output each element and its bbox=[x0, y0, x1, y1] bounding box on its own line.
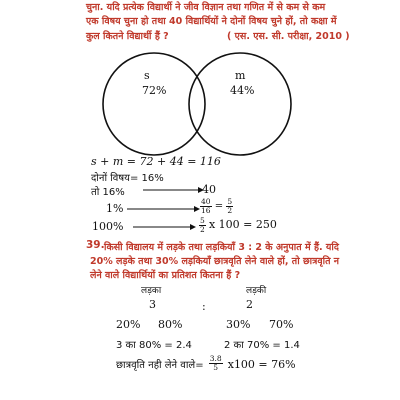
final-result: x100 = 76% bbox=[227, 358, 296, 371]
girls-pct-scholarship: 30% bbox=[226, 318, 251, 331]
row2-frac1-num: 40 bbox=[201, 197, 211, 206]
venn-left-value: 72% bbox=[142, 84, 167, 97]
final-frac-num: 3.8 bbox=[209, 354, 222, 363]
q38-line-1: चुना. यदि प्रत्येक विद्यार्थी ने जीव विज्ञान तथा गणित में से कम से कम bbox=[86, 2, 326, 13]
final-prefix: छात्रवृति नही लेने वाले= bbox=[116, 360, 204, 371]
row1-left: तो 16% bbox=[91, 187, 125, 198]
q39-line-3: लेने वाले विद्यार्थियों का प्रतिशत कितना हैं ? bbox=[90, 270, 241, 281]
q39-number: 39. bbox=[86, 239, 105, 251]
final-answer bbox=[116, 353, 296, 372]
both-subjects: दोनों विषय= 16% bbox=[91, 173, 164, 184]
q38-source: ( एस. एस. सी. परीक्षा, 2010 ) bbox=[227, 31, 350, 42]
q38-line-2: एक विषय चुना हो तथा 40 विद्यार्थियों ने दोनों विषय चुने हों, तो कक्षा में bbox=[86, 16, 337, 27]
row2-frac2-den: 2 bbox=[227, 206, 233, 215]
girls-calculation: 2 का 70% = 1.4 bbox=[224, 340, 300, 351]
row3-frac-den: 2 bbox=[200, 225, 205, 234]
girls-pct-no-scholarship: 70% bbox=[269, 318, 294, 331]
boys-calculation: 3 का 80% = 2.4 bbox=[116, 340, 192, 351]
row3-left: 100% bbox=[92, 220, 124, 233]
row1-right: 40 bbox=[202, 183, 216, 196]
sum-equation: s + m = 72 + 44 = 116 bbox=[91, 155, 221, 168]
q38-line-3: कुल कितने विद्यार्थी हैं ? bbox=[86, 31, 169, 42]
boys-pct-scholarship: 20% bbox=[116, 318, 141, 331]
q39-line-2: 20% लड़के तथा 30% लड़कियाँ छात्रवृति लेने वाले हों, तो छात्रवृति न bbox=[90, 256, 340, 267]
venn-right-label: m bbox=[235, 69, 246, 82]
row3-fraction bbox=[199, 217, 206, 234]
row2-equals: = bbox=[214, 201, 224, 212]
row2-fraction-2 bbox=[226, 198, 233, 215]
row2-frac2-num: 5 bbox=[227, 197, 233, 206]
row2-right bbox=[200, 198, 233, 215]
row3-frac-num: 5 bbox=[200, 216, 205, 225]
boys-heading: लड़का bbox=[141, 286, 162, 296]
venn-left-label: s bbox=[144, 69, 150, 82]
final-frac-den: 5 bbox=[213, 363, 219, 372]
q39-line-1: किसी विद्यालय में लड़के तथा लड़कियाँ 3 : 2 के अनुपात में हैं. यदि bbox=[104, 242, 339, 253]
arrow-3-head bbox=[190, 224, 196, 230]
ratio-boys: 3 bbox=[149, 298, 156, 311]
row3-result: x 100 = 250 bbox=[208, 218, 277, 231]
ratio-colon: : bbox=[202, 300, 206, 313]
ratio-girls: 2 bbox=[246, 298, 253, 311]
venn-right-value: 44% bbox=[230, 84, 255, 97]
final-fraction bbox=[209, 355, 223, 372]
girls-heading: लड़की bbox=[246, 286, 267, 296]
row2-fraction-1 bbox=[200, 198, 212, 215]
row2-frac1-den: 16 bbox=[201, 206, 211, 215]
row2-left: 1% bbox=[106, 202, 124, 215]
row3-right bbox=[199, 217, 277, 234]
boys-pct-no-scholarship: 80% bbox=[158, 318, 183, 331]
